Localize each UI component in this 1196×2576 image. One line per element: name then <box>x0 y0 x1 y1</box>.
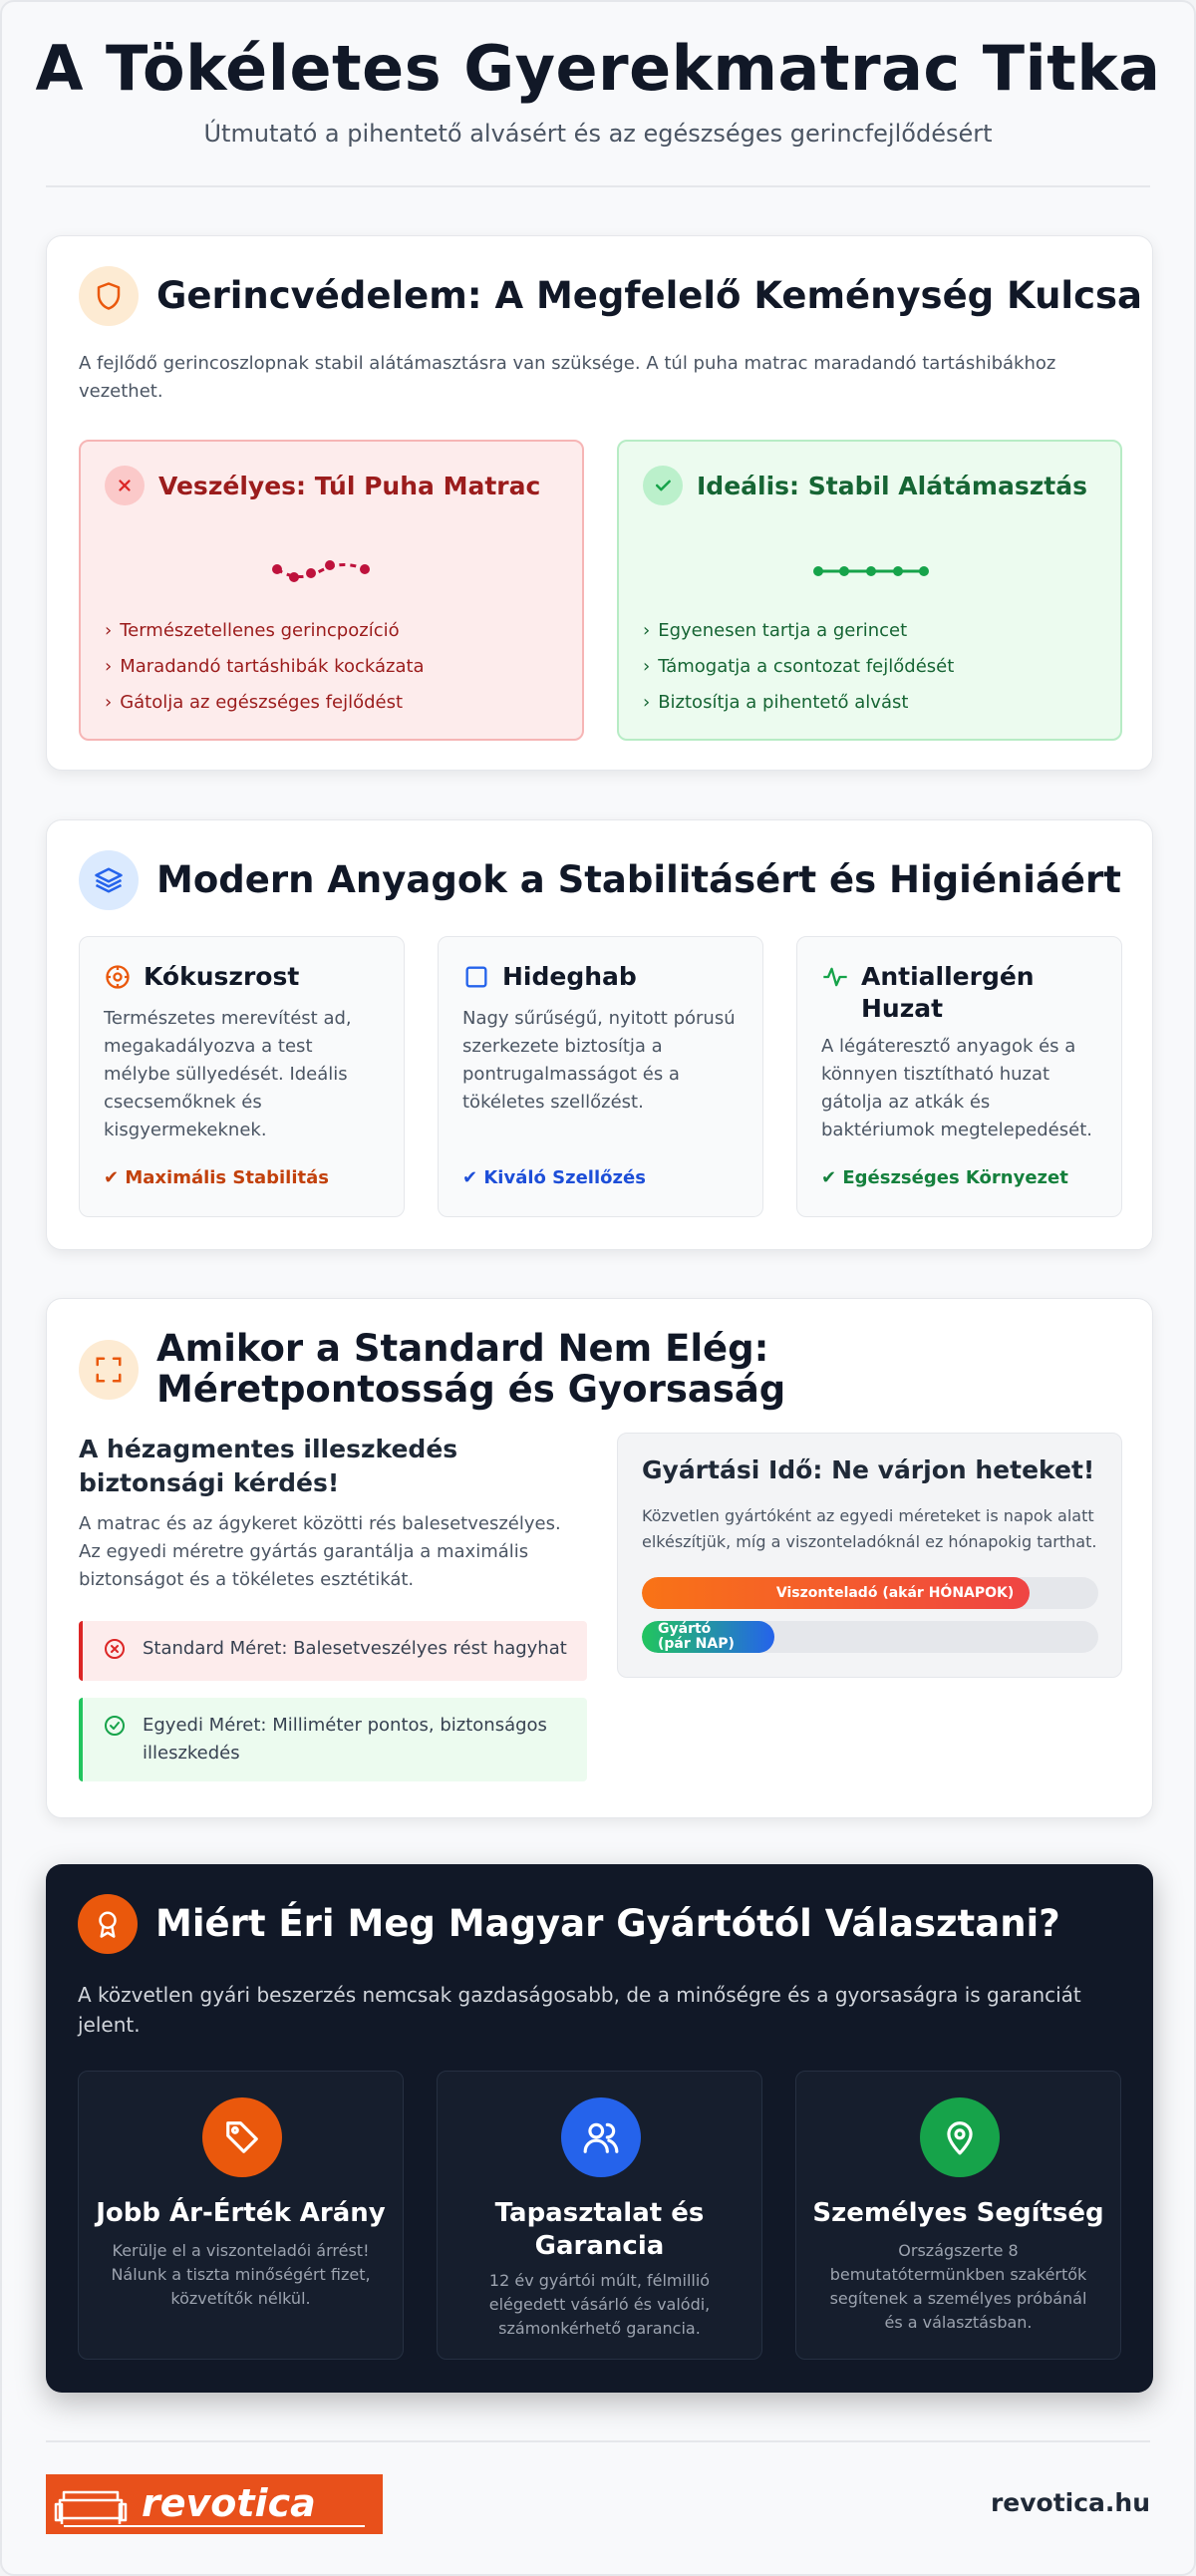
firm-support-list <box>643 613 954 721</box>
why-header <box>78 1894 1060 1954</box>
list-item: › Maradandó tartáshibák kockázata <box>105 656 425 677</box>
material-tag: ✔ Maximális Stabilitás <box>104 1167 329 1188</box>
spine-header <box>79 266 1142 326</box>
straight-spine-illustration <box>619 551 1120 591</box>
standard-size-alert <box>79 1621 587 1681</box>
feature-title: Tapasztalat és Garancia <box>494 2198 705 2261</box>
material-title: Kókuszrost <box>144 962 300 991</box>
soft-mattress-list <box>105 613 425 721</box>
users-icon <box>561 2097 641 2177</box>
production-time-box <box>617 1433 1122 1678</box>
list-item: › Gátolja az egészséges fejlődést <box>105 692 404 713</box>
list-item: › Támogatja a csontozat fejlődését <box>643 656 955 677</box>
material-tag: ✔ Egészséges Környezet <box>821 1167 1068 1188</box>
feature-text: 12 év gyártói múlt, félmillió elégedett vásárló és valódi, számonkérhető garancia. <box>488 2271 711 2338</box>
list-item: › Természetellenes gerincpozíció <box>105 620 400 641</box>
material-text: Természetes merevítést ad, megakadályozva a test mélybe süllyedését. Ideális csecsemőknek és kisgyermekeknek. <box>104 1008 352 1140</box>
location-pin-icon <box>920 2097 1000 2177</box>
check-icon <box>643 466 683 505</box>
materials-section <box>46 819 1153 1250</box>
check-circle-icon <box>103 1714 127 1738</box>
gear-icon <box>104 963 132 991</box>
layers-icon <box>79 850 139 910</box>
spine-title: Gerincvédelem: A Megfelelő Keménység Kulcsa <box>156 273 1143 317</box>
feature-card-price <box>78 2071 404 2360</box>
materials-title: Modern Anyagok a Stabilitásért és Higiéniáért <box>156 857 1121 901</box>
material-text: A légáteresztő anyagok és a könnyen tisztítható huzat gátolja az atkák és baktériumok megtelepedését. <box>821 1036 1092 1140</box>
material-header <box>104 961 299 993</box>
feature-title: Jobb Ár-Érték Arány <box>96 2198 386 2228</box>
custom-size-title: Amikor a Standard Nem Elég: Méretpontosság és Gyorsaság <box>156 1327 786 1411</box>
manufacturer-bar-label: Gyártó (pár NAP) <box>658 1621 735 1652</box>
curved-spine-illustration <box>81 551 582 591</box>
page-subtitle: Útmutató a pihentető alvásért és az egészséges gerincfejlődésért <box>203 120 993 148</box>
feature-card-support <box>795 2071 1121 2360</box>
soft-mattress-header <box>105 466 540 505</box>
award-icon <box>78 1894 138 1954</box>
fit-paragraph: A matrac és az ágykeret közötti rés balesetveszélyes. Az egyedi méretre gyártás garantálja a maximális biztonságot és a tökéletes esztétikát. <box>79 1513 561 1590</box>
x-icon <box>105 466 145 505</box>
x-circle-icon <box>103 1637 127 1661</box>
footer-divider <box>46 2440 1150 2442</box>
reseller-bar-fill <box>642 1577 1030 1609</box>
soft-mattress-panel <box>79 440 584 741</box>
list-item: › Biztosítja a pihentető alvást <box>643 692 909 713</box>
firm-support-title: Ideális: Stabil Alátámasztás <box>697 471 1087 500</box>
firm-support-panel <box>617 440 1122 741</box>
feature-card-experience <box>437 2071 762 2360</box>
website-link[interactable]: revotica.hu <box>990 2488 1150 2517</box>
material-header <box>462 961 637 993</box>
feature-title: Személyes Segítség <box>812 2198 1104 2228</box>
material-title: Hideghab <box>502 962 637 991</box>
alert-text: Egyedi Méret: Milliméter pontos, biztonságos illeszkedés <box>143 1715 547 1764</box>
material-header <box>821 961 1090 1025</box>
soft-mattress-title: Veszélyes: Túl Puha Matrac <box>158 471 541 500</box>
shield-icon <box>79 266 139 326</box>
custom-size-section <box>46 1298 1153 1818</box>
feature-text: Kerülje el a viszonteladói árrést! Nálunk a tiszta minőségért fizet, közvetítők nélkül. <box>111 2241 371 2308</box>
material-card-cover <box>796 936 1122 1217</box>
feature-text: Országszerte 8 bemutatótermünkben szakértők segítenek a személyes próbánál és a választásban. <box>829 2241 1087 2332</box>
why-description: A közvetlen gyári beszerzés nemcsak gazdaságosabb, de a minőségre és a gyorsaságra is garanciát jelent. <box>78 1983 1081 2037</box>
custom-size-header <box>79 1329 1113 1410</box>
production-text: Közvetlen gyártóként az egyedi méreteket is napok alatt elkészítjük, míg a viszonteladóknál ez hónapokig tarthat. <box>642 1506 1097 1551</box>
header-divider <box>46 185 1150 187</box>
square-icon <box>462 963 490 991</box>
spine-section <box>46 235 1153 771</box>
why-title: Miért Éri Meg Magyar Gyártótól Választani? <box>155 1901 1060 1945</box>
material-card-foam <box>438 936 763 1217</box>
fit-subheading: A hézagmentes illeszkedés biztonsági kérdés! <box>79 1435 458 1497</box>
material-text: Nagy sűrűségű, nyitott pórusú szerkezete biztosítja a pontrugalmasságot és a tökéletes szellőzést. <box>462 1008 736 1113</box>
pulse-icon <box>821 963 849 991</box>
manufacturer-bar-fill <box>642 1621 774 1653</box>
spine-description: A fejlődő gerincoszlopnak stabil alátámasztásra van szüksége. A túl puha matrac maradandó tartáshibákhoz vezethet. <box>79 353 1056 402</box>
tag-icon <box>202 2097 282 2177</box>
production-title: Gyártási Idő: Ne várjon heteket! <box>642 1455 1095 1484</box>
resize-icon <box>79 1340 139 1400</box>
why-section <box>46 1864 1153 2393</box>
sofa-icon <box>56 2492 126 2524</box>
page-title: A Tökéletes Gyerekmatrac Titka <box>35 32 1161 105</box>
material-title: Antiallergén Huzat <box>861 962 1035 1023</box>
manufacturer-bar <box>642 1621 1098 1653</box>
logo-wordmark: revotica <box>142 2481 316 2525</box>
firm-support-header <box>643 466 1087 505</box>
alert-text: Standard Méret: Balesetveszélyes rést hagyhat <box>143 1638 567 1659</box>
revotica-logo[interactable] <box>46 2474 383 2534</box>
materials-header <box>79 850 1121 910</box>
list-item: › Egyenesen tartja a gerincet <box>643 620 908 641</box>
material-tag: ✔ Kiváló Szellőzés <box>462 1167 646 1188</box>
custom-size-alert <box>79 1698 587 1781</box>
reseller-bar-label: Viszonteladó (akár HÓNAPOK) <box>775 1584 1015 1601</box>
material-card-coconut <box>79 936 405 1217</box>
reseller-bar <box>642 1577 1098 1609</box>
